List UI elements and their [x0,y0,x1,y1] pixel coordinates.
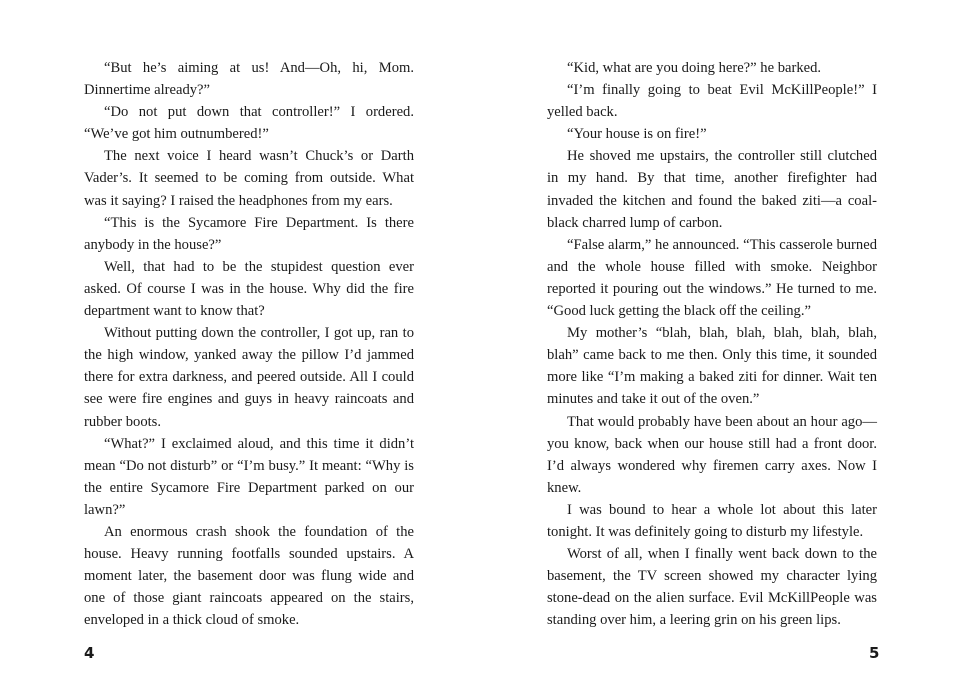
paragraph: Well, that had to be the stupidest question ever asked. Of course I was in the house. Why did the fire department want to know that? [84,258,414,320]
paragraph: “I’m finally going to beat Evil McKillPeople!” I yelled back. [547,82,877,121]
paragraph: That would probably have been about an hour ago—you know, back when our house still had a front door. I’d always wondered why firemen carry axes. Now I knew. [547,413,877,496]
right-page-body [547,57,877,631]
paragraph: He shoved me upstairs, the controller still clutched in my hand. By that time, another firefighter had invaded the kitchen and found the baked ziti—a coal-black charred lump of carbon. [547,148,877,231]
paragraph: “But he’s aiming at us! And—Oh, hi, Mom. Dinnertime already?” [84,60,414,99]
paragraph: “False alarm,” he announced. “This casserole burned and the whole house filled with smoke. Neighbor reported it pouring out the windows.” He turned to me. “Good luck getting the black off the ceiling.” [547,236,877,320]
paragraph: “Do not put down that controller!” I ordered. “We’ve got him outnumbered!” [84,104,414,143]
paragraph: “This is the Sycamore Fire Department. Is there anybody in the house?” [84,214,414,253]
page-number-left: 4 [84,644,95,662]
paragraph: I was bound to hear a whole lot about this later tonight. It was definitely going to disturb my lifestyle. [547,501,877,540]
paragraph: Without putting down the controller, I got up, ran to the high window, yanked away the pillow I’d jammed there for extra darkness, and peered outside. All I could see were fire engines and guys in heavy raincoats and rubber boots. [84,325,414,430]
paragraph: “Kid, what are you doing here?” he barked. [567,60,822,76]
paragraph: “Your house is on fire!” [567,126,707,143]
paragraph: “What?” I exclaimed aloud, and this time it didn’t mean “Do not disturb” or “I’m busy.” It meant: “Why is the entire Sycamore Fire Department parked on our lawn?” [84,435,414,518]
paragraph: The next voice I heard wasn’t Chuck’s or Darth Vader’s. It seemed to be coming from outside. What was it saying? I raised the headphones from my ears. [84,148,414,209]
left-page-body [84,57,414,631]
paragraph: Worst of all, when I finally went back down to the basement, the TV screen showed my character lying stone-dead on the alien surface. Evil McKillPeople was standing over him, a leering grin on his green lips. [547,546,877,629]
page-number-right: 5 [869,644,880,662]
paragraph: My mother’s “blah, blah, blah, blah, blah, blah, blah” came back to me then. Only this time, it sounded more like “I’m making a baked ziti for dinner. Wait ten minutes and take it out of the oven.” [547,325,877,408]
paragraph: An enormous crash shook the foundation of the house. Heavy running footfalls sounded upstairs. A moment later, the basement door was flung wide and one of those giant raincoats appeared on the stairs, enveloped in a thick cloud of smoke. [84,523,414,629]
